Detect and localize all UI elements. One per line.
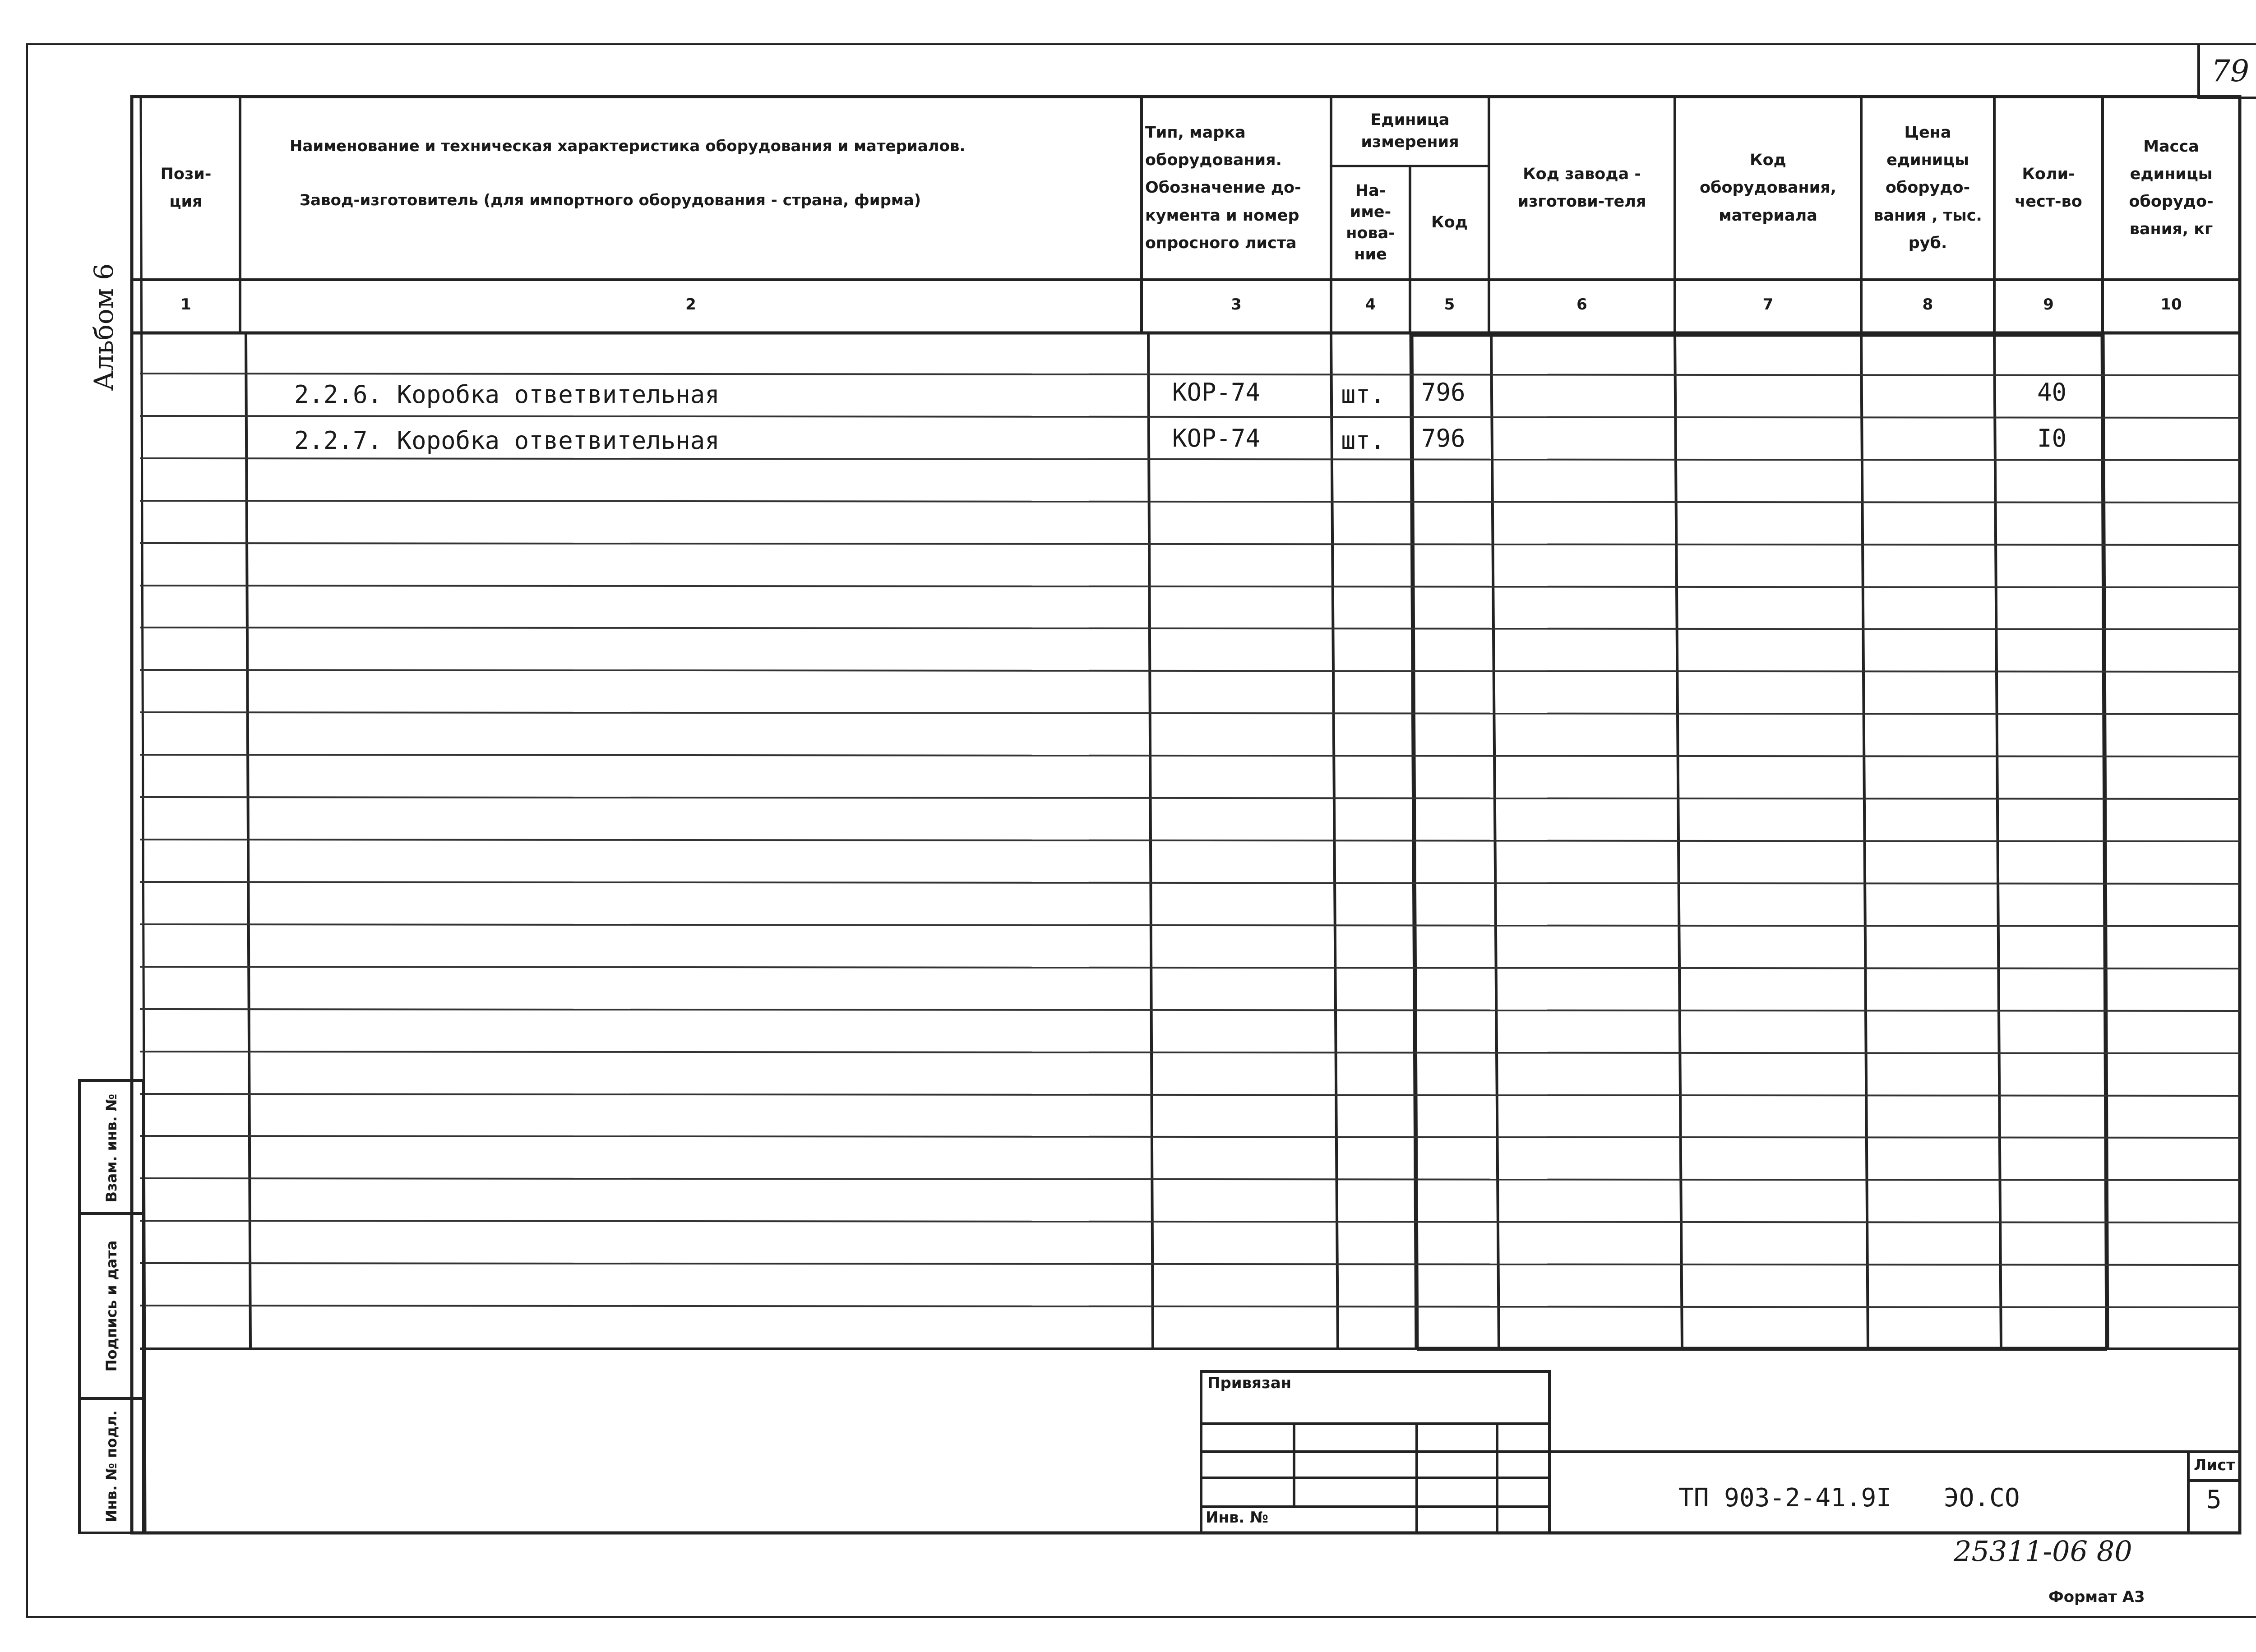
row-divider — [140, 1094, 2240, 1096]
row-divider — [140, 967, 2240, 969]
column-number-4: 4 — [1365, 295, 1376, 314]
header-factory-code: Код завода - изготови-теля — [1517, 165, 1646, 211]
header-unit-price: Цена единицы оборудо-вания , тыс. руб. — [1873, 123, 1982, 252]
column-number-9: 9 — [2043, 295, 2054, 314]
row-2-qty: I0 — [2037, 424, 2067, 452]
column-number-5: 5 — [1444, 295, 1455, 314]
row-divider — [140, 755, 2240, 757]
row-divider — [140, 543, 2240, 545]
list-value: 5 — [2206, 1485, 2222, 1514]
header-name — [240, 97, 1142, 280]
header-position: Пози- ция — [160, 165, 212, 211]
header-quantity: Коли-чест-во — [2015, 165, 2082, 211]
row-divider — [140, 882, 2240, 884]
header-name-line2: Завод-изготовитель (для импортного оборудования - страна, фирма) — [300, 191, 921, 209]
column-number-7: 7 — [1762, 295, 1774, 314]
row-divider — [140, 1136, 2240, 1138]
format-label: Формат А3 — [2048, 1588, 2145, 1606]
column-number-10: 10 — [2160, 295, 2182, 314]
row-1-unit: шт. — [1341, 380, 1385, 409]
row-divider — [140, 1221, 2240, 1223]
row-1-qty: 40 — [2037, 378, 2067, 406]
row-divider — [140, 628, 2240, 629]
row-1-code: 796 — [1421, 378, 1465, 406]
list-label: Лист — [2194, 1456, 2235, 1474]
row-divider — [140, 374, 2240, 375]
column-number-1: 1 — [180, 295, 191, 314]
row-2-code: 796 — [1421, 424, 1465, 452]
row-divider — [140, 840, 2240, 841]
row-divider — [140, 670, 2240, 672]
header-unit-code: Код — [1431, 213, 1468, 232]
stamp-signature-date: Подпись и дата — [103, 1240, 120, 1372]
row-2-type: КОР-74 — [1172, 424, 1261, 452]
row-divider — [140, 1263, 2240, 1265]
column-number-8: 8 — [1922, 295, 1933, 314]
column-number-3: 3 — [1231, 295, 1242, 314]
row-1-name: 2.2.6. Коробка ответвительная — [294, 380, 720, 409]
header-type: Тип, марка оборудования. Обозначение до-кумента и номер опросного листа — [1145, 123, 1301, 252]
row-divider — [140, 797, 2240, 799]
row-1-type: КОР-74 — [1172, 378, 1261, 406]
doc-suffix: ЭО.СО — [1944, 1483, 2020, 1513]
header-unit: Единица измерения — [1361, 111, 1459, 151]
row-2-unit: шт. — [1341, 426, 1385, 455]
page-number: 79 — [2197, 45, 2256, 99]
row-divider — [140, 458, 2240, 460]
row-divider — [140, 1306, 2240, 1307]
stamp-inv-podl: Инв. № подл. — [103, 1410, 120, 1522]
header-mass: Масса единицы оборудо-вания, кг — [2129, 137, 2214, 239]
row-divider — [140, 712, 2240, 714]
header-name-line1: Наименование и техническая характеристика оборудования и материалов. — [290, 137, 966, 155]
archive-number: 25311-06 80 — [1954, 1535, 2132, 1568]
album-label: Альбом 6 — [88, 263, 119, 391]
doc-code: ТП 903-2-41.9I — [1678, 1483, 1892, 1513]
header-equipment-code: Код оборудования, материала — [1700, 151, 1836, 225]
row-divider — [140, 586, 2240, 587]
row-divider — [140, 1009, 2240, 1011]
header-unit-name: На-име-нова-ние — [1346, 181, 1395, 264]
row-divider — [140, 1178, 2240, 1180]
inv-no-label: Инв. № — [1206, 1509, 1269, 1527]
row-divider — [140, 501, 2240, 503]
row-divider — [140, 1052, 2240, 1053]
stamp-vzam-inv: Взам. инв. № — [103, 1094, 120, 1203]
column-number-2: 2 — [685, 295, 696, 314]
row-divider — [140, 416, 2240, 418]
column-number-6: 6 — [1576, 295, 1587, 314]
row-divider — [140, 924, 2240, 926]
privyazan-label: Привязан — [1207, 1374, 1292, 1392]
row-2-name: 2.2.7. Коробка ответвительная — [294, 426, 720, 455]
